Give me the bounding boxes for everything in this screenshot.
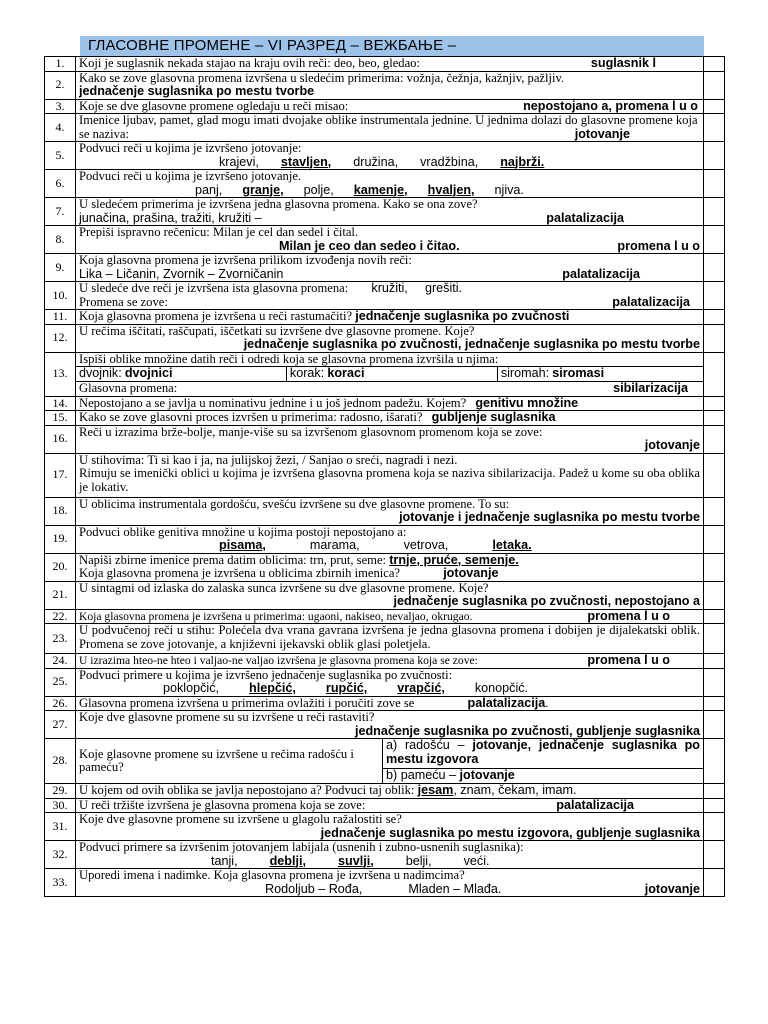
- row-number: 20.: [45, 553, 76, 581]
- row-number: 32.: [45, 841, 76, 869]
- question-cell: Glasovna promena izvršena u primerima ovlažiti i poručiti zove se palatalizacija.: [76, 696, 704, 711]
- word-option-underlined: pisama,: [219, 538, 266, 552]
- row-number: 16.: [45, 425, 76, 453]
- row-number: 26.: [45, 696, 76, 711]
- table-row: [45, 310, 725, 325]
- question-cell: [76, 425, 704, 453]
- word-option-underlined: najbrži.: [500, 154, 545, 169]
- question-cell: Ispiši oblike množine datih reči i odredi koja se glasovna promena izvršila u njima: dvojnik: dvojnici korak: koraci siromah: siromasi Glasovna promena: sibilarizacija: [76, 352, 704, 396]
- question-cell: [76, 114, 704, 142]
- question-text: Ispiši oblike množine datih reči i odredi koja se glasovna promena izvršila u njima:: [79, 351, 499, 366]
- table-row: [45, 226, 725, 254]
- row-number: 27.: [45, 711, 76, 739]
- question-text: Podvuci oblike genitiva množine u kojima postoji nepostojano a:: [79, 524, 407, 539]
- table-row: [45, 654, 725, 669]
- question-text: Koje se dve glasovne promene ogledaju u reči misao:: [79, 98, 349, 113]
- row-number: 12.: [45, 324, 76, 352]
- table-row: [45, 142, 725, 170]
- question-cell: [76, 711, 704, 739]
- table-row: [45, 739, 725, 784]
- row-number: 1.: [45, 57, 76, 72]
- answer-text: promena l u o: [587, 653, 670, 667]
- example-text: junačina, prašina, tražiti, kružiti –: [79, 210, 262, 225]
- row-number: 17.: [45, 453, 76, 497]
- question-cell: Koje glasovne promene su izvršene u rečima radošću i pameću? a) radošću – jotovanje, jednačenje suglasnika po mestu izgovora b) pameću – jotovanje: [76, 739, 704, 784]
- table-row: [45, 352, 725, 396]
- table-row: [45, 525, 725, 553]
- question-text: Podvuci reči u kojima je izvršeno jotovanje.: [79, 169, 302, 183]
- table-row: [45, 396, 725, 411]
- example-text: Lika – Ličanin, Zvornik – Zvorničanin: [79, 266, 284, 281]
- table-row: [45, 553, 725, 581]
- question-text: U oblicima instrumentala gordošću, svešću izvršene su dve glasovne promene. To su:: [79, 496, 510, 511]
- question-text: Nepostojano a se javlja u nominativu jednine i u još jednom padežu. Kojem?: [79, 395, 467, 410]
- word-option-underlined: suvlji,: [338, 853, 374, 868]
- question-cell: [76, 525, 704, 553]
- row-number: 22.: [45, 609, 76, 624]
- question-cell: [76, 396, 704, 411]
- question-text-2: Promena se zove:: [79, 294, 168, 309]
- question-text: Glasovna promena izvršena u primerima ovlažiti i poručiti zove se: [79, 695, 415, 710]
- question-cell: [76, 310, 704, 325]
- question-cell: [76, 798, 704, 813]
- word-option: poklopčić,: [163, 681, 220, 695]
- question-cell: [76, 497, 704, 525]
- table-row: [45, 114, 725, 142]
- question-text: Podvuci primere sa izvršenim jotovanjem labijala (usnenih i zubno-usnenih suglasnika):: [79, 840, 524, 854]
- question-text: U sledećem primerima je izvršena jedna glasovna promena. Kako se ona zove?: [79, 197, 478, 211]
- question-text: Koja glasovna promena je izvršena prilikom izvođenja novih reči:: [79, 253, 412, 267]
- question-cell: [76, 226, 704, 254]
- question-text: U podvučenoj reči u stihu: Polećela dva vrana gavrana izvršena je jedna glasovna promena i dobijen je dijalekatski oblik. Promena se zove jotovanje, a književni ijekavski oblik glasi poletjela.: [79, 623, 700, 651]
- row-number: 15.: [45, 411, 76, 426]
- answer-text: suglasnik l: [590, 56, 656, 70]
- word-option-underlined: kamenje,: [353, 182, 408, 197]
- answer-text: jotovanje, jednačenje suglasnika po mestu izgovora: [386, 738, 700, 766]
- table-row: [45, 841, 725, 869]
- answer-text: genitivu množine: [475, 395, 579, 410]
- answer-text: jednačenje suglasnika po zvučnosti, nepostojano a: [393, 594, 700, 608]
- word-option: družina,: [353, 154, 399, 169]
- question-text: Koji je suglasnik nekada stajao na kraju ovih reči: deo, beo, gledao:: [79, 56, 420, 70]
- table-row: [45, 581, 725, 609]
- table-row: [45, 668, 725, 696]
- row-number: 33.: [45, 869, 76, 897]
- row-number: 28.: [45, 739, 76, 784]
- answer-text: jednačenje suglasnika po zvučnosti, jednačenje suglasnika po mestu tvorbe: [243, 337, 700, 351]
- row-number: 6.: [45, 170, 76, 198]
- table-row: [45, 170, 725, 198]
- row-number: 31.: [45, 813, 76, 841]
- question-text: U sintagmi od izlaska do zalaska sunca izvršene su dve glasovne promene. Koje?: [79, 580, 489, 595]
- table-row: [45, 324, 725, 352]
- word-option: njiva.: [494, 182, 524, 197]
- answer-text: palatalizacija: [562, 266, 640, 281]
- table-row: [45, 425, 725, 453]
- question-cell: [76, 668, 704, 696]
- question-cell: [76, 841, 704, 869]
- answer-text: nepostojano a, promena l u o: [523, 98, 698, 113]
- exercise-table: [44, 56, 725, 897]
- question-cell: [76, 142, 704, 170]
- answer-text: siromasi: [552, 366, 605, 380]
- row-number: 14.: [45, 396, 76, 411]
- question-cell: [76, 71, 704, 99]
- question-cell: [76, 170, 704, 198]
- question-cell: [76, 411, 704, 426]
- question-text-2: Koja glasovna promena je izvršena u oblicima zbirnih imenica?: [79, 566, 401, 580]
- table-row: [45, 609, 725, 624]
- question-text-2: Rimuju se imenički oblici u kojima je izvršena glasovna promena koja se naziva sibilarizacija. Padež u kome su oba oblika je lokativ.: [79, 466, 700, 494]
- answer-text: jednačenje suglasnika po zvučnosti: [355, 309, 570, 323]
- answer-text: jotovanje: [459, 767, 515, 782]
- answer-text: gubljenje suglasnika: [431, 410, 556, 424]
- table-row: [45, 497, 725, 525]
- row-number: 9.: [45, 254, 76, 282]
- word-option: vetrova,: [403, 538, 449, 552]
- word-option: belji,: [405, 853, 432, 868]
- row-number: 2.: [45, 71, 76, 99]
- word-option: kružiti,: [371, 281, 408, 295]
- question-cell: [76, 99, 704, 114]
- question-text: Napiši zbirne imenice prema datim oblicima: trn, prut, seme:: [79, 552, 387, 567]
- table-row: [45, 282, 725, 310]
- word-option-underlined: letaka.: [492, 538, 532, 552]
- word-option: vradžbina,: [420, 154, 479, 169]
- answer-text: jotovanje: [574, 126, 630, 141]
- table-row: [45, 711, 725, 739]
- word-option: veći.: [463, 853, 490, 868]
- question-cell: [76, 282, 704, 310]
- question-text: Koja glasovna promena je izvršena u primerima: ugaoni, nakiseo, nevaljao, okrugao.: [79, 609, 473, 623]
- question-cell: [76, 654, 704, 669]
- row-number: 10.: [45, 282, 76, 310]
- answer-text: trnje, pruće, semenje.: [389, 552, 519, 567]
- question-cell: [76, 453, 704, 497]
- row-number: 29.: [45, 784, 76, 799]
- question-text: Reči u izrazima brže-bolje, manje-više su sa izvršenom glasovnom promenom koja se zove:: [79, 424, 543, 439]
- word-option-underlined: rupčić,: [325, 681, 368, 695]
- word-option: krajevi,: [219, 154, 259, 169]
- question-text: Kako se zove glasovni proces izvršen u primerima: radosno, išarati?: [79, 410, 423, 424]
- answer-text: jednačenje suglasnika po mestu izgovora, gubljenje suglasnika: [320, 825, 700, 840]
- answer-text: palatalizacija: [467, 695, 546, 710]
- answer-text: promena l u o: [587, 608, 670, 623]
- table-row: [45, 411, 725, 426]
- answer-text: palatalizacija: [612, 294, 690, 309]
- question-text: Uporedi imena i nadimke. Koja glasovna promena je izvršena u nadimcima?: [79, 868, 465, 882]
- table-row: [45, 784, 725, 799]
- worksheet-title: ГЛАСОВНЕ ПРОМЕНЕ – VI РАЗРЕД – ВЕЖБАЊЕ –: [80, 36, 704, 56]
- table-row: [45, 696, 725, 711]
- word-option-underlined: hvaljen,: [427, 182, 475, 197]
- question-text: Koje dve glasovne promene su izvršene u glagolu ražalostiti se?: [79, 812, 402, 826]
- answer-text-2: promena l u o: [617, 238, 700, 253]
- word-option: polje,: [303, 182, 334, 197]
- table-row: [45, 71, 725, 99]
- answer-text: jednačenje suglasnika po mestu tvorbe: [79, 84, 315, 98]
- question-text: Koje dve glasovne promene su su izvršene u reči rastaviti?: [79, 710, 375, 724]
- word-option-underlined: deblji,: [269, 853, 306, 868]
- row-number: 13.: [45, 352, 76, 396]
- table-row: [45, 99, 725, 114]
- question-text: U kojem od ovih oblika se javlja nepostojano a? Podvuci taj oblik:: [79, 783, 415, 797]
- row-number: 7.: [45, 198, 76, 226]
- question-text: Koja glasovna promena je izvršena u reči rastumačiti?: [79, 309, 353, 323]
- row-number: 21.: [45, 581, 76, 609]
- table-row: [45, 813, 725, 841]
- table-row: [45, 624, 725, 654]
- answer-text: palatalizacija: [546, 210, 624, 225]
- question-text: Imenice ljubav, pamet, glad mogu imati dvojake oblike instrumentala jednine. U jednima dolazi do glasovne promene koja se naziva:: [79, 113, 698, 141]
- word-option-underlined: vrapčić,: [397, 681, 445, 695]
- question-text: Kako se zove glasovna promena izvršena u sledećim primerima: vožnja, čežnja, kažnjiv, pažljiv.: [79, 70, 565, 85]
- answer-text: sibilarizacija: [613, 380, 688, 395]
- answer-text: jotovanje: [644, 438, 700, 452]
- answer-text: jotovanje i jednačenje suglasnika po mestu tvorbe: [399, 510, 700, 524]
- example-text: Mladen – Mlađa.: [408, 881, 502, 896]
- question-text: U rečima iščitati, raščupati, iščetkati su izvršene dve glasovne promene. Koje?: [79, 323, 475, 338]
- row-number: 18.: [45, 497, 76, 525]
- answer-text: jesam: [417, 783, 454, 797]
- example-text: Rodoljub – Rođa,: [265, 881, 363, 896]
- question-cell: [76, 609, 704, 624]
- word-option: panj,: [195, 182, 223, 197]
- word-option-underlined: granje,: [242, 182, 284, 197]
- answer-text-2: jotovanje: [443, 566, 499, 580]
- row-number: 25.: [45, 668, 76, 696]
- row-number: 19.: [45, 525, 76, 553]
- row-number: 4.: [45, 114, 76, 142]
- question-cell: [76, 869, 704, 897]
- row-number: 30.: [45, 798, 76, 813]
- answer-text: jotovanje: [644, 881, 700, 896]
- title-row: [44, 36, 724, 56]
- question-text: Koje glasovne promene su izvršene u rečima radošću i pameću?: [79, 746, 354, 774]
- question-text: U izrazima hteo-ne hteo i valjao-ne valjao izvršena je glasovna promena koja se zove:: [79, 654, 478, 667]
- question-text: Podvuci primere u kojima je izvršeno jednačenje suglasnika po zvučnosti:: [79, 667, 453, 682]
- table-row: [45, 453, 725, 497]
- row-number: 3.: [45, 99, 76, 114]
- word-option: marama,: [309, 538, 360, 552]
- question-cell: [76, 624, 704, 654]
- answer-text: palatalizacija: [556, 797, 634, 812]
- word-option: konopčić.: [474, 681, 529, 695]
- row-number: 11.: [45, 310, 76, 325]
- row-number: 5.: [45, 142, 76, 170]
- table-row: [45, 798, 725, 813]
- question-cell: [76, 324, 704, 352]
- word-option-underlined: stavljen,: [280, 154, 332, 169]
- table-row: [45, 57, 725, 72]
- table-row: [45, 254, 725, 282]
- row-number: 24.: [45, 654, 76, 669]
- row-number: 23.: [45, 624, 76, 654]
- question-text: Prepiši ispravno rečenicu: Milan je cel dan sedel i čital.: [79, 225, 359, 239]
- question-cell: [76, 254, 704, 282]
- question-cell: [76, 198, 704, 226]
- question-text: Podvuci reči u kojima je izvršeno jotovanje:: [79, 141, 302, 155]
- question-cell: U kojem od ovih oblika se javlja nepostojano a? Podvuci taj oblik: jesam, znam, čekam, imam.: [76, 784, 704, 799]
- table-row: [45, 869, 725, 897]
- question-cell: [76, 581, 704, 609]
- row-number: 8.: [45, 226, 76, 254]
- answer-text: jednačenje suglasnika po zvučnosti, gubljenje suglasnika: [354, 723, 700, 738]
- word-option: tanji,: [211, 853, 238, 868]
- table-row: [45, 198, 725, 226]
- question-cell: [76, 57, 704, 72]
- worksheet: [44, 36, 724, 897]
- question-text: U stihovima: Ti si kao i ja, na julijskoj žezi, / Sanjao o sreći, nagradi i nezi.: [79, 452, 458, 467]
- answer-text: koraci: [327, 366, 365, 380]
- question-text: U reči tržište izvršena je glasovna promena koja se zove:: [79, 797, 366, 812]
- question-text: U sledeće dve reči je izvršena ista glasovna promena:: [79, 281, 349, 295]
- word-option: grešiti.: [424, 281, 463, 295]
- answer-text: Milan je ceo dan sedeo i čitao.: [279, 238, 460, 253]
- word-option-underlined: hlepčić,: [249, 681, 296, 695]
- question-cell: [76, 813, 704, 841]
- question-cell: [76, 553, 704, 581]
- answer-text: dvojnici: [124, 366, 173, 380]
